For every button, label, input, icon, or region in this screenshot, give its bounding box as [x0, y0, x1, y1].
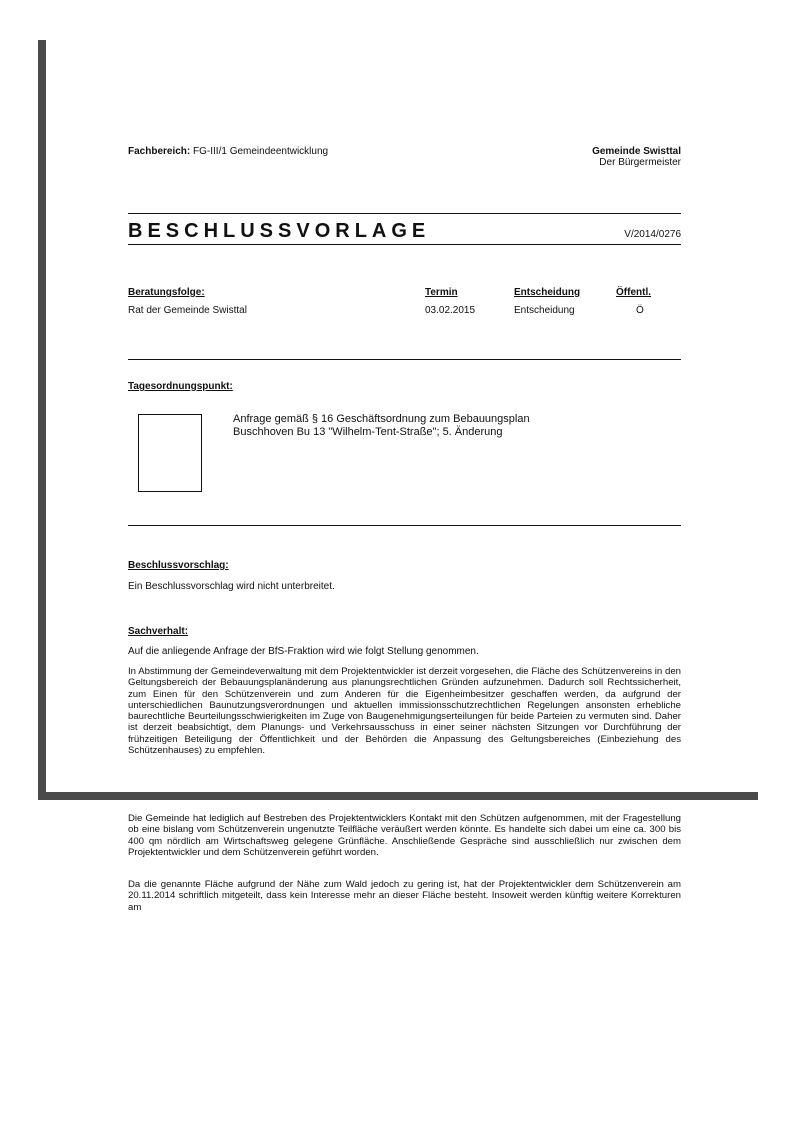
facts-paragraph-1: In Abstimmung der Gemeindeverwaltung mit dem Projektentwickler ist derzeit vorgesehen, die Fläche des Schützenvereins in den Geltungsbereich der Bebauungsplanänderung aus planungsrechtlichen Gründen aufzunehmen. Dadurch soll Rechtssicherheit, zum Einen für den Schützenverein und zum Anderen für die Eigenheimbesitzer geschaffen werden, da aufgrund der unterschiedlichen Baunutzungsverordnungen und aktuellen immissionsschutzrechtlichen Regelungen ansonsten erhebliche baurechtliche Beurteilungsschwierigkeiten im Zuge von Baugenehmigungserteilungen für beide Parteien zu vermuten sind. Daher ist derzeit beabsichtigt, dem Planungs- und Verkehrsausschuss in einer seiner nächsten Sitzungen vor Durchführung der frühzeitigen Beteiligung der Öffentlichkeit und der Behörden die Anpassung des Geltungsbereiches (Einbeziehung des Schützenhauses) zu empfehlen. [128, 666, 681, 757]
department-label: Fachbereich: [128, 146, 191, 157]
proposal-heading: Beschlussvorschlag: [128, 560, 229, 571]
agenda-stamp-box [138, 414, 202, 492]
col-decision-header: Entscheidung [514, 287, 581, 298]
document-number: V/2014/0276 [624, 229, 681, 240]
consultation-date: 03.02.2015 [425, 305, 476, 316]
facts-intro: Auf die anliegende Anfrage der BfS-Fraktion wird wie folgt Stellung genommen. [128, 646, 479, 657]
facts-heading: Sachverhalt: [128, 626, 189, 637]
mayor-label: Der Bürgermeister [599, 157, 681, 168]
municipality-name: Gemeinde Swisttal [592, 146, 681, 157]
agenda-line-1: Anfrage gemäß § 16 Geschäftsordnung zum Bebauungsplan [233, 413, 530, 425]
consultation-heading: Beratungsfolge: [128, 287, 205, 298]
consultation-body: Rat der Gemeinde Swisttal [128, 305, 247, 316]
title-top-rule [128, 213, 681, 214]
agenda-bottom-rule [128, 525, 681, 526]
proposal-text: Ein Beschlussvorschlag wird nicht unterbreitet. [128, 581, 335, 592]
facts-paragraph-2: Die Gemeinde hat lediglich auf Bestreben des Projektentwicklers Kontakt mit den Schützen aufgenommen, mit der Fragestellung ob eine bislang vom Schützenverein ungenutzte Teilfläche veräußert werden könnte. Es handelte sich dabei um eine ca. 300 bis 400 qm nördlich am Wirtschaftsweg gelegene Grünfläche. Anschließende Gespräche sind ausschließlich nur zwischen dem Projektentwickler und dem Schützenverein geführt worden. [128, 813, 681, 858]
department-line [128, 146, 328, 158]
agenda-line-2: Buschhoven Bu 13 "Wilhelm-Tent-Straße"; 5. Änderung [233, 426, 503, 438]
title-bottom-rule [128, 244, 681, 245]
facts-paragraph-1-wrap [128, 666, 681, 756]
document-title: BESCHLUSSVORLAGE [128, 220, 431, 242]
agenda-top-rule [128, 359, 681, 360]
consultation-public: Ö [636, 305, 644, 316]
facts-paragraph-3: Da die genannte Fläche aufgrund der Nähe zum Wald jedoch zu gering ist, hat der Projektentwickler dem Schützenverein am 20.11.2014 schriftlich mitgeteilt, dass kein Interesse mehr an dieser Fläche besteht. Insoweit werden künftig weitere Korrekturen am [128, 879, 681, 913]
facts-paragraph-3-wrap [128, 879, 681, 913]
department-value: FG-III/1 Gemeindeentwicklung [193, 146, 329, 157]
consultation-decision: Entscheidung [514, 305, 575, 316]
agenda-heading: Tagesordnungspunkt: [128, 381, 233, 392]
col-public-header: Öffentl. [616, 287, 651, 298]
col-date-header: Termin [425, 287, 458, 298]
facts-paragraph-2-wrap [128, 813, 681, 858]
